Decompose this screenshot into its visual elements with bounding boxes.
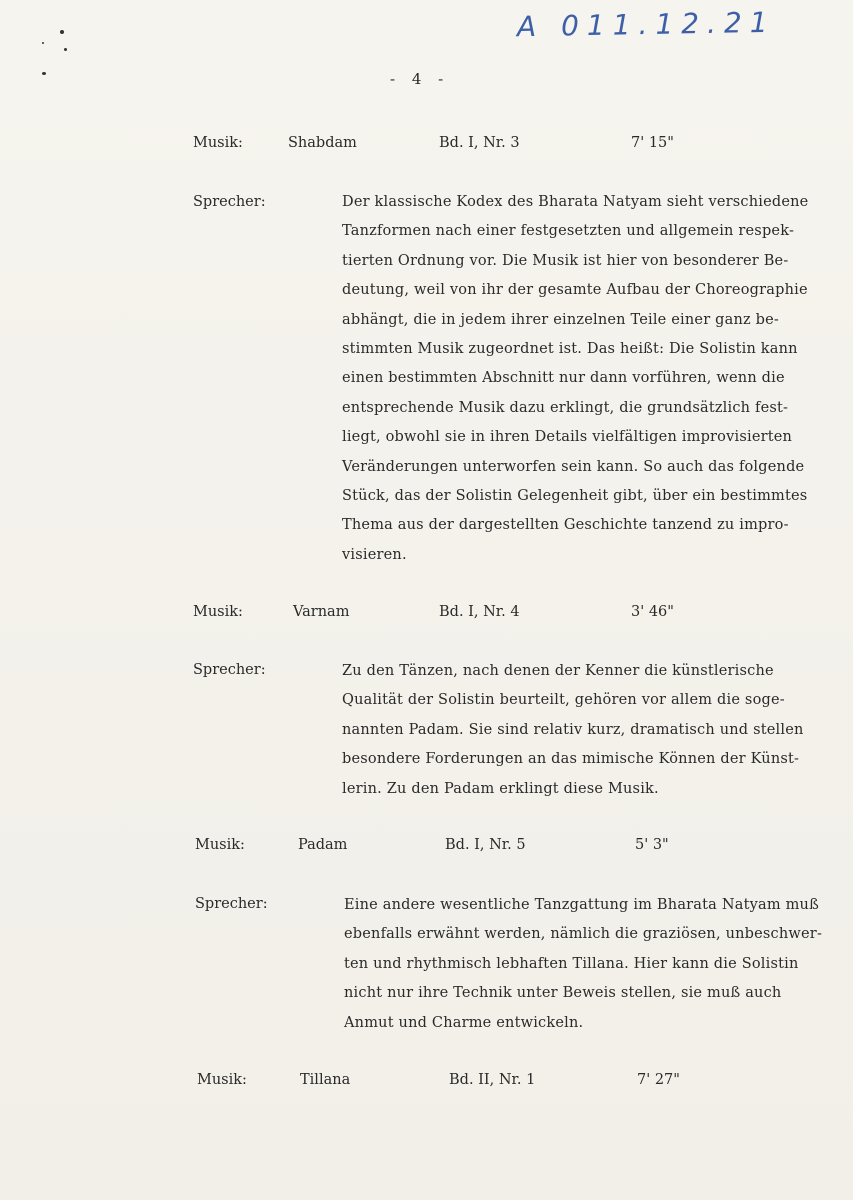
- speaker-text: [342, 188, 808, 570]
- text-line: Zu den Tänzen, nach denen der Kenner die künstlerische: [342, 663, 774, 679]
- text-line: Veränderungen unterworfen sein kann. So auch das folgende: [342, 458, 805, 475]
- music-reference: Bd. II, Nr. 1: [449, 1072, 536, 1088]
- text-line: deutung, weil von ihr der gesamte Aufbau der Choreographie: [342, 282, 808, 299]
- music-entry-varnam: [193, 604, 713, 624]
- music-entry-tillana: [197, 1072, 717, 1092]
- music-duration: 5' 3": [635, 837, 669, 853]
- text-line: nicht nur ihre Technik unter Beweis stellen, sie muß auch: [344, 985, 782, 1002]
- text-line: Eine andere wesentliche Tanzgattung im Bharata Natyam muß: [344, 897, 819, 913]
- text-line: Anmut und Charme entwickeln.: [344, 1014, 584, 1031]
- music-duration: 7' 27": [637, 1072, 680, 1088]
- text-line: liegt, obwohl sie in ihren Details vielfältigen improvisierten: [342, 429, 793, 446]
- page-number: - 4 -: [390, 70, 450, 88]
- music-entry-padam: [195, 837, 715, 857]
- text-line: abhängt, die in jedem ihrer einzelnen Teile einer ganz be-: [342, 311, 780, 328]
- music-label: Musik:: [193, 604, 243, 620]
- music-piece: Tillana: [300, 1072, 351, 1088]
- music-duration: 7' 15": [631, 135, 674, 151]
- music-piece: Padam: [298, 837, 348, 853]
- music-reference: Bd. I, Nr. 5: [445, 837, 526, 853]
- music-piece: Shabdam: [288, 135, 357, 151]
- music-entry-shabdam: [193, 135, 713, 155]
- text-line: Thema aus der dargestellten Geschichte tanzend zu impro-: [342, 517, 789, 534]
- text-line: Tanzformen nach einer festgesetzten und allgemein respek-: [342, 223, 795, 240]
- text-line: Stück, das der Solistin Gelegenheit gibt, über ein bestimmtes: [342, 487, 808, 504]
- music-label: Musik:: [197, 1072, 247, 1088]
- text-line: tierten Ordnung vor. Die Musik ist hier von besonderer Be-: [342, 252, 789, 269]
- music-reference: Bd. I, Nr. 3: [439, 135, 520, 151]
- music-label: Musik:: [195, 837, 245, 853]
- speaker-text: [342, 657, 804, 804]
- text-line: einen bestimmten Abschnitt nur dann vorführen, wenn die: [342, 370, 785, 387]
- text-line: stimmten Musik zugeordnet ist. Das heißt: Die Solistin kann: [342, 340, 798, 357]
- speaker-text: [344, 891, 822, 1038]
- speaker-label: Sprecher:: [195, 896, 268, 912]
- music-duration: 3' 46": [631, 604, 674, 620]
- text-line: entsprechende Musik dazu erklingt, die grundsätzlich fest-: [342, 399, 789, 416]
- text-line: Der klassische Kodex des Bharata Natyam sieht verschiedene: [342, 194, 809, 210]
- text-line: nannten Padam. Sie sind relativ kurz, dramatisch und stellen: [342, 721, 804, 738]
- text-line: besondere Forderungen an das mimische Können der Künst-: [342, 751, 800, 768]
- speaker-label: Sprecher:: [193, 194, 266, 210]
- speaker-label: Sprecher:: [193, 662, 266, 678]
- text-line: lerin. Zu den Padam erklingt diese Musik.: [342, 780, 659, 797]
- text-line: visieren.: [342, 546, 407, 563]
- music-piece: Varnam: [293, 604, 350, 620]
- text-line: Qualität der Solistin beurteilt, gehören vor allem die soge-: [342, 692, 785, 709]
- archive-annotation: A 011.12.21: [516, 5, 776, 44]
- music-reference: Bd. I, Nr. 4: [439, 604, 520, 620]
- text-line: ebenfalls erwähnt werden, nämlich die graziösen, unbeschwer-: [344, 926, 823, 943]
- text-line: ten und rhythmisch lebhaften Tillana. Hier kann die Solistin: [344, 955, 799, 972]
- music-label: Musik:: [193, 135, 243, 151]
